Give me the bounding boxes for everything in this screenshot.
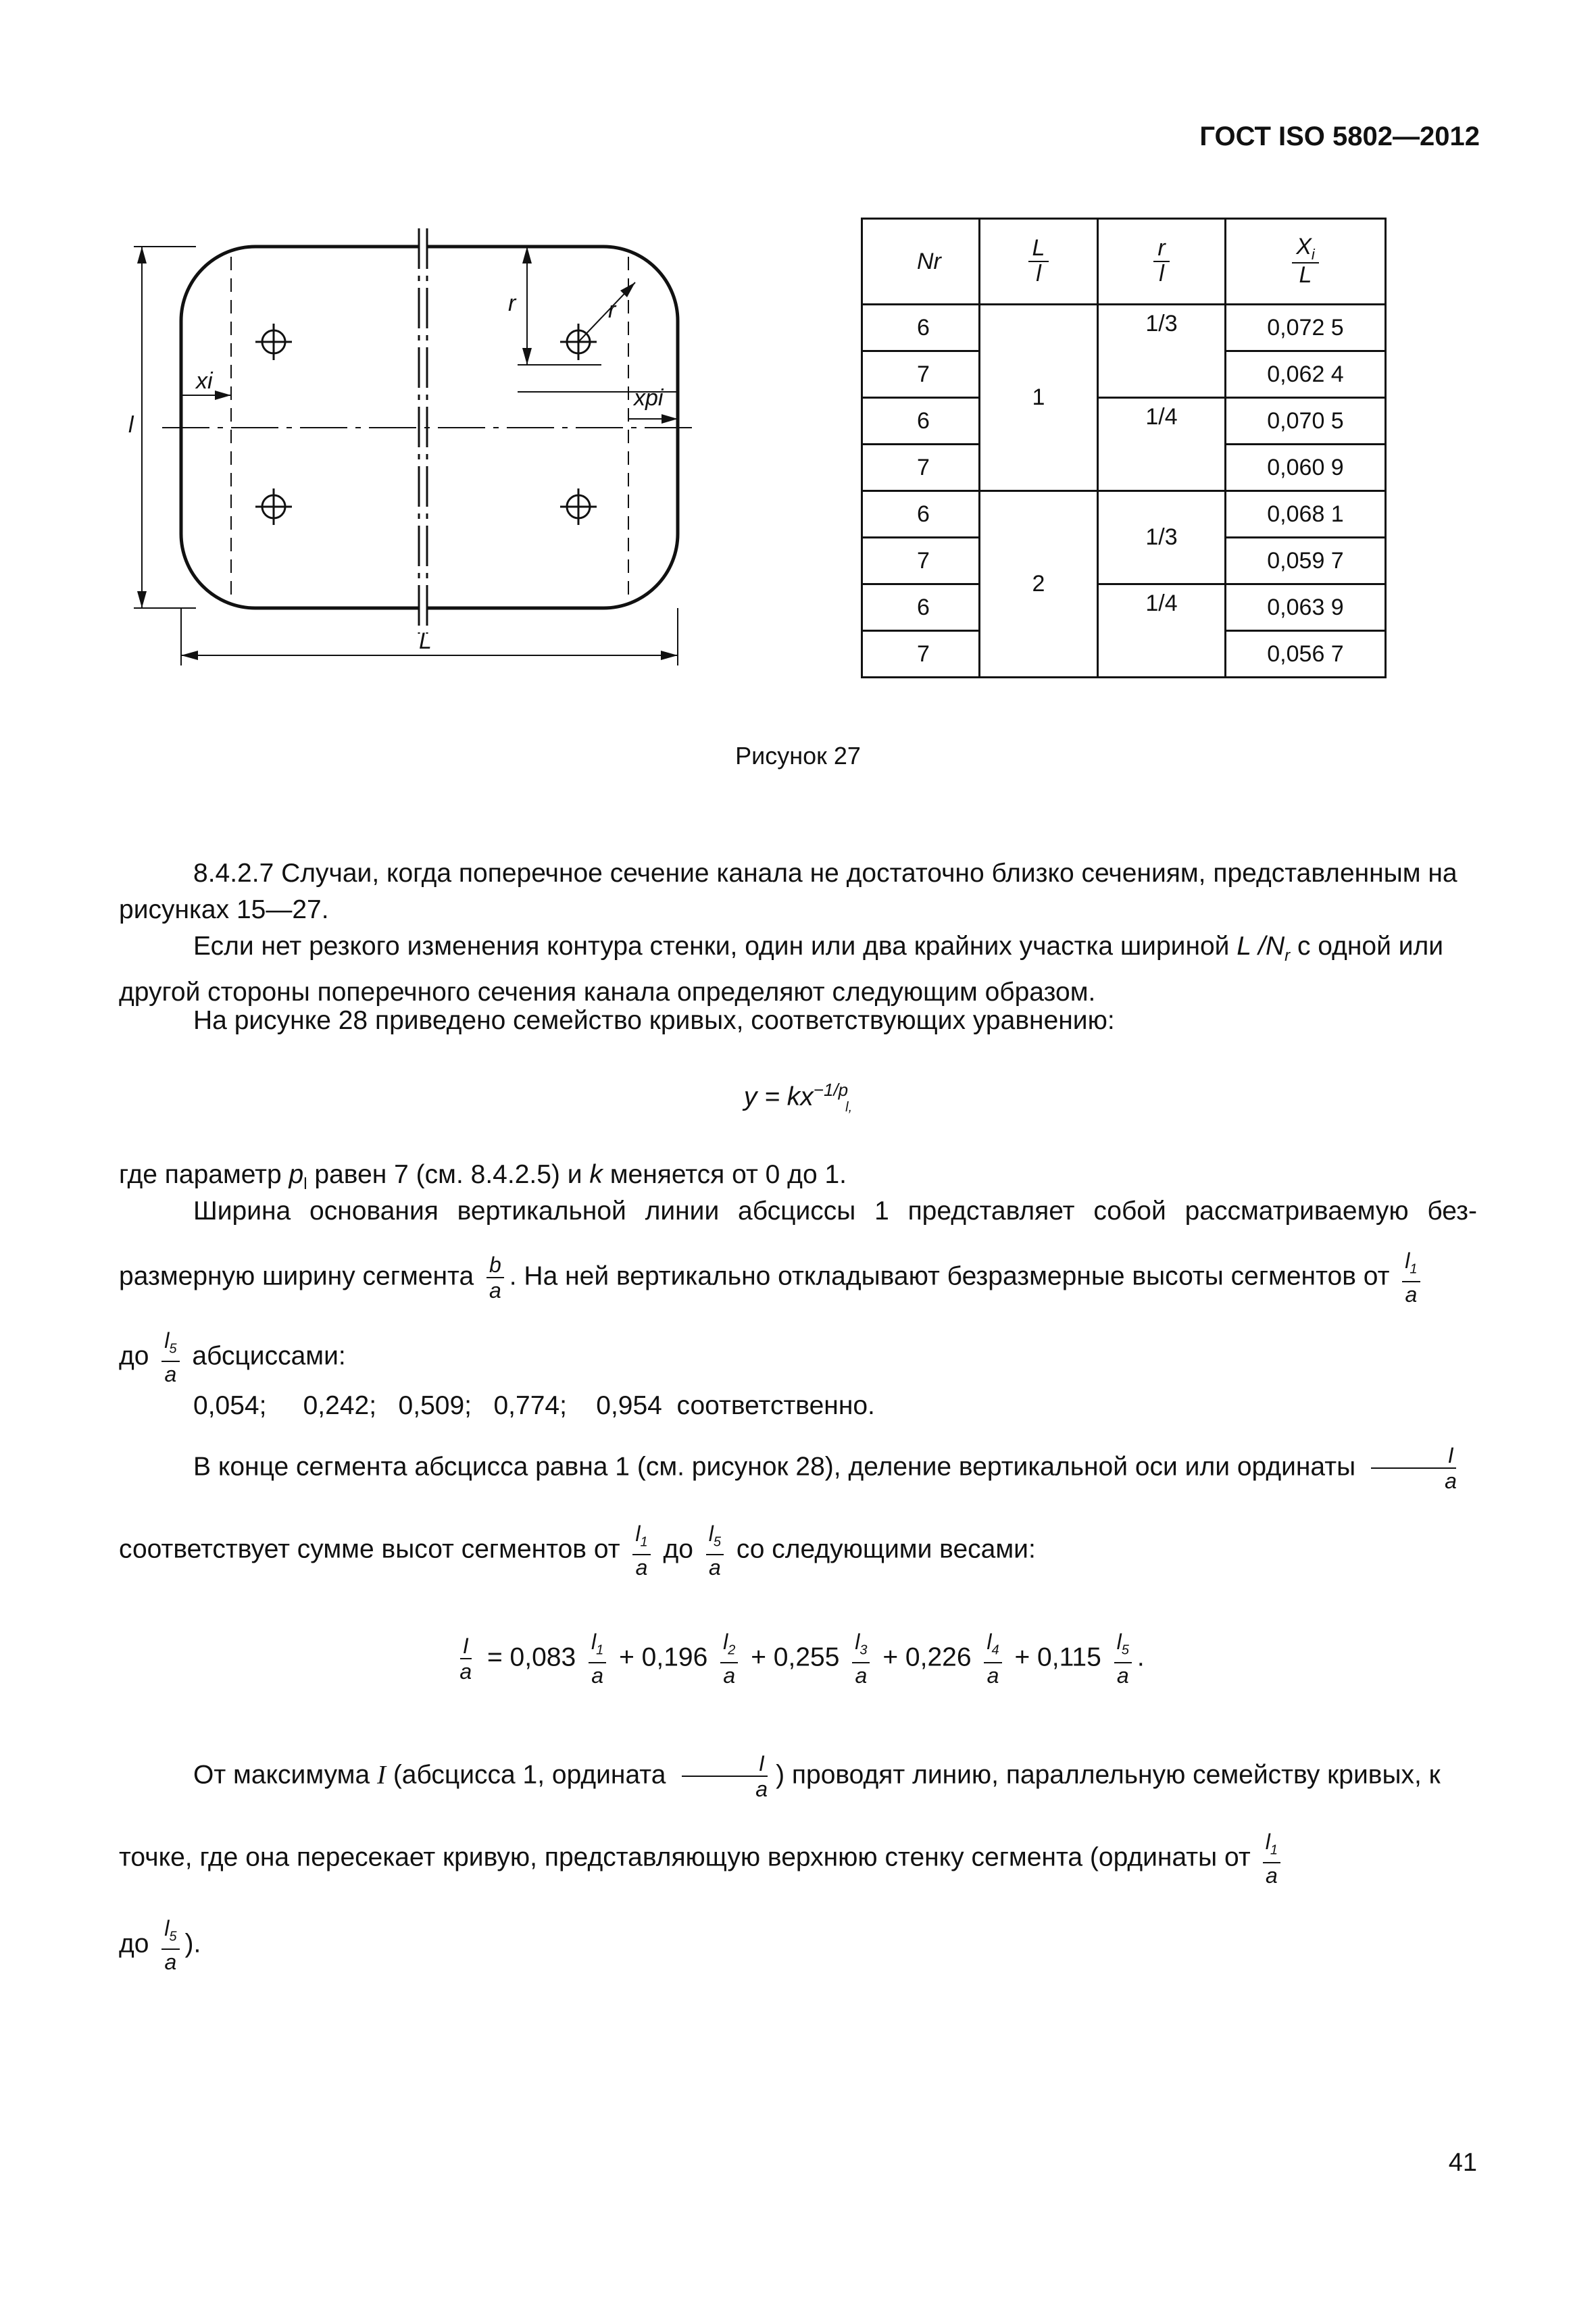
table-row: 6 2 1/3 0,068 1 [862,491,1386,538]
group-ratio-1: 1 [980,305,1098,491]
label-l: l [128,412,134,438]
group-ratio-2: 2 [980,491,1098,678]
table-row: 7 0,059 7 [862,538,1386,584]
table-header-row [862,219,1386,305]
table-row: 7 0,062 4 [862,351,1386,398]
figure-caption: Рисунок 27 [735,742,861,770]
page-number: 41 [1448,2148,1477,2177]
table-row: 7 0,060 9 [862,445,1386,491]
table-row: 7 0,056 7 [862,631,1386,678]
figure-27-drawing [128,223,709,696]
paragraph-maximum: От максимума I (абсцисса 1, ордината $\frac{I}{a}$ ) проводят линию, параллельную семейству кривых, к [193,1751,1441,1801]
table-row: 6 1/4 0,070 5 [862,398,1386,445]
paragraph-to-l5: до $\frac{l_5}{a}$ абсциссами: [119,1328,346,1387]
formula-power-law: $y = kx^{-1/p}_{l,}$ [743,1080,853,1115]
label-xpi: xpi [634,385,664,411]
paragraph-to-l5-end: до $\frac{l_5}{a}$ ). [119,1916,201,1975]
document-header: ГОСТ ISO 5802—2012 [1199,122,1480,151]
label-r-vertical: r [508,291,516,316]
header-L-l: $\frac{L}{l}$ [980,219,1098,305]
table-row: 6 1 1/3 0,072 5 [862,305,1386,351]
paragraph-8-4-2-7: 8.4.2.7 Случаи, когда поперечное сечение канала не достаточно близко сечениям, представленным на рисунках 15—27. [119,859,1457,924]
header-r-l: $\frac{r}{l}$ [1098,219,1226,305]
paragraph-parameter: где параметр $p_l$ равен 7 (см. 8.4.2.5) и k меняется от 0 до 1. [119,1160,847,1193]
paragraph-contour: Если нет резкого изменения контура стенки, один или два крайних участка шириной L $/N_r$ с одной или другой стороны поперечного сечения канала определяют следующим образом. [119,932,1444,1007]
paragraph-sum-heights: соответствует сумме высот сегментов от $\frac{l_1}{a}$ до $\frac{l_5}{a}$ со следующими весами: [119,1521,1036,1580]
paragraph-curves-intro: На рисунке 28 приведено семейство кривых, соответствующих уравнению: [193,1006,1115,1035]
paragraph-abscissa-width: Ширина основания вертикальной линии абсциссы 1 представляет собой рассматриваемую без- [193,1197,1477,1226]
ratio-table [861,218,1387,678]
paragraph-intersection: точке, где она пересекает кривую, представляющую верхнюю стенку сегмента (ординаты от $\frac{l_1}{a}$ [119,1830,1477,1888]
abscissa-values: 0,054; 0,242; 0,509; 0,774; 0,954 соответственно. [193,1391,875,1420]
table-row: 6 1/4 0,063 9 [862,584,1386,631]
formula-weighted-sum: $\frac{I}{a}$ = 0,083 $\frac{l_1}{a}$ + 0,196 $\frac{l_2}{a}$ + 0,255 $\frac{l_3}{a}$ + 0,226 $\frac{l_4}{a}$ + 0,115 $\frac{l_5}{a}$ . [459,1630,1145,1688]
paragraph-segment-width: размерную ширину сегмента $\frac{b}{a}$ . На ней вертикально откладывают безразмерные высоты сегментов от $\frac{l_1}{a}$ [119,1249,1477,1307]
header-xi-L: $\frac{X_i}{L}$ [1226,219,1386,305]
label-xi: xi [196,368,213,394]
label-r-diagonal: r [608,297,616,323]
paragraph-segment-end: В конце сегмента абсцисса равна 1 (см. рисунок 28), деление вертикальной оси или ординаты $\frac{I}{a}$ [193,1443,1457,1493]
header-nr: Nr [862,219,980,305]
label-L: L [419,628,432,654]
